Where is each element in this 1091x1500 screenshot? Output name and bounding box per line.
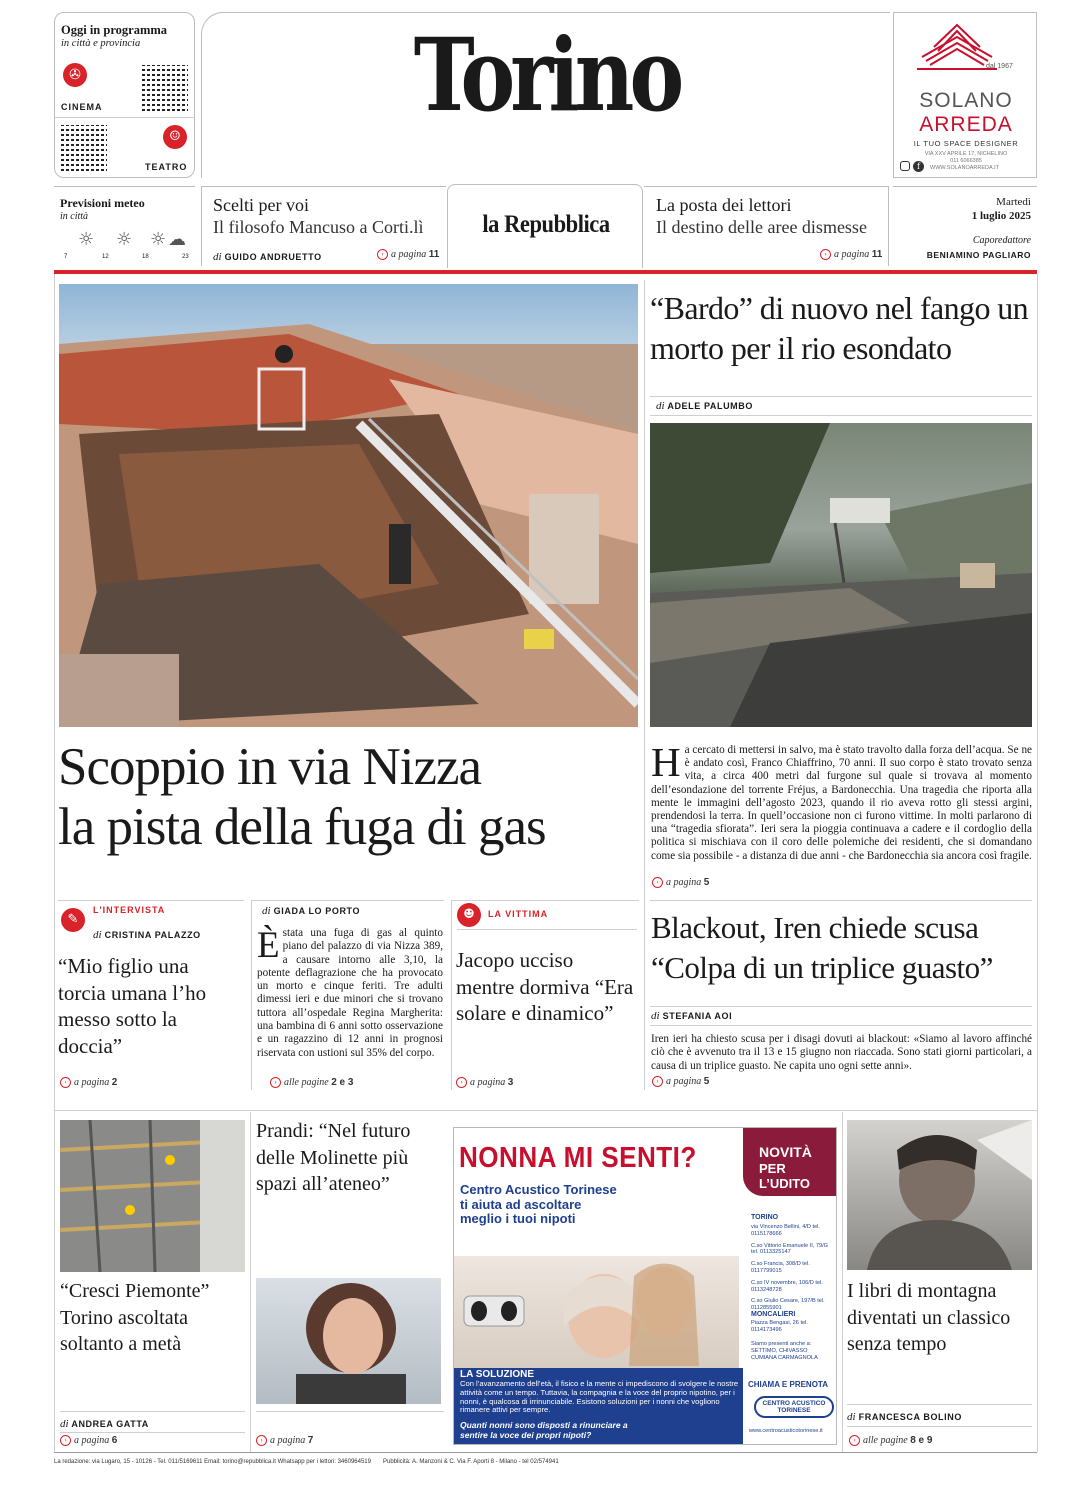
ad-badge-line2: PER L’UDITO bbox=[759, 1161, 811, 1191]
prandi-divider bbox=[256, 1411, 444, 1412]
blackout-divider bbox=[650, 900, 1032, 901]
ad-address: via Vincenzo Bellini, 4/D tel. 0115178666 bbox=[751, 1224, 820, 1237]
date-day: Martedì bbox=[996, 196, 1031, 208]
ad-badge-line1: NOVITÀ bbox=[759, 1144, 812, 1160]
bardo-text: a cercato di mettersi in salvo, ma è stato travolto dalla forza dell’acqua. Se ne è andato così, Franco Chiaffrino, 70 anni. Il suo corpo è stato trovato senza vita, a circa 400 metri dal furgone sul quale si trovava al momento dell’esondazione del torrente Fréjus, a Bardonecchia. Una tragedia che riporta alla mente le immagini dell’agosto 2023, quando il rio aveva rotto gli stessi argini, prendendosi la terra. In quell’occasione non ci furono vittime. In molti parlarono di una “tragedia sfiorata”. Ieri sera la pioggia continuava a cadere e il cordoglio della politica si mischiava con il coro delle polemiche dei residenti, che si domandano come sia possibile - a distanza di due anni - che Bardonecchia sia ancora così fragile. bbox=[651, 744, 1032, 862]
nizza-article[interactable] bbox=[251, 900, 444, 1090]
centro-acustico-ad[interactable] bbox=[453, 1127, 837, 1445]
blackout-text: Iren ieri ha chiesto scusa per i disagi dovuti ai blackout: «Siamo al lavoro affinché ciò che è avvenuto tra il 13 e 15 giugno non riaccada. Sono stati giorni particolari, a causa di un triplice guasto. Ne capita uno ogni sette anni». bbox=[651, 1033, 1032, 1072]
piemonte-byline: di ANDREA GATTA bbox=[60, 1418, 149, 1430]
libri-quote[interactable]: I libri di montagna diventati un classico senza tempo bbox=[847, 1280, 1011, 1355]
main-headline-line2: la pista della fuga di gas bbox=[58, 798, 546, 856]
sun-icon: ☼ bbox=[78, 229, 95, 250]
nizza-body bbox=[257, 927, 443, 1060]
intervista-block[interactable] bbox=[58, 900, 244, 1090]
instagram-icon[interactable] bbox=[900, 161, 910, 171]
scelti-kicker: Scelti per voi bbox=[213, 195, 309, 215]
flood-photo-art bbox=[650, 423, 1032, 727]
masthead-title: Torino bbox=[413, 16, 680, 134]
sun-icon: ☼ bbox=[116, 229, 133, 250]
ad-question: Quanti nonni sono disposti a rinunciare a sentire la voce dei propri nipoti? bbox=[460, 1420, 628, 1440]
intervista-label: L'INTERVISTA bbox=[93, 905, 166, 915]
ad-address: C.so IV novembre, 106/D tel. 0113248728 bbox=[751, 1279, 823, 1293]
ad-logo: CENTRO ACUSTICO TORINESE bbox=[754, 1396, 834, 1418]
ad-address: C.so Giulio Cesare, 197/B tel. 0112855901 bbox=[751, 1298, 825, 1312]
bottom-divider-1 bbox=[250, 1112, 251, 1452]
vittima-label: LA VITTIMA bbox=[488, 909, 549, 919]
ad-site[interactable]: www.centroacusticotorinese.it bbox=[749, 1428, 823, 1434]
solano-tagline: IL TUO SPACE DESIGNER bbox=[913, 139, 1019, 148]
prandi-quote[interactable]: Prandi: “Nel futuro delle Molinette più spazi all’ateneo” bbox=[256, 1120, 411, 1195]
solano-site[interactable]: WWW.SOLANOARREDA.IT bbox=[930, 165, 1000, 171]
nizza-page-link[interactable]: › alle pagine 2 e 3 bbox=[270, 1077, 353, 1088]
footer-pubblicita: Pubblicità: A. Manzoni & C. Via F. Aporti 8 - Milano - tel 02/574941 bbox=[383, 1459, 559, 1465]
cinema-label: CINEMA bbox=[61, 102, 103, 112]
ad-addresses bbox=[751, 1224, 836, 1317]
topbar bbox=[54, 184, 1037, 270]
libri-divider2 bbox=[847, 1426, 1032, 1427]
scelti-box[interactable] bbox=[201, 186, 446, 266]
ad-photo-art bbox=[454, 1256, 739, 1376]
blackout-divider2 bbox=[650, 1006, 1032, 1007]
oggi-subtitle: in città e provincia bbox=[61, 38, 141, 49]
topbar-red-rule bbox=[54, 270, 1037, 274]
piemonte-page-link[interactable]: › a pagina 6 bbox=[60, 1435, 117, 1446]
frame-left bbox=[54, 274, 55, 1452]
scelti-page-link[interactable]: › a pagina 11 bbox=[377, 249, 439, 260]
nizza-dropcap: È bbox=[257, 925, 280, 966]
meteo-hour: 12 bbox=[102, 254, 109, 260]
ad-soluzione-text: Con l’avanzamento dell’età, il fisico e la mente ci impediscono di svolgere le nostre attività come un tempo. Tuttavia, la compagnia e la voce del proprio nipotino, per i nonni, è qualcosa di irrinunciabile. Esistono soluzioni per i nonni che vogliono rimanere attivi per sempre. bbox=[460, 1379, 739, 1415]
bardo-dropcap: H bbox=[651, 739, 681, 785]
solano-since: dal 1967 bbox=[986, 63, 1013, 70]
ad-soluzione-title: LA SOLUZIONE bbox=[460, 1369, 535, 1380]
posta-box[interactable] bbox=[644, 186, 889, 266]
footer-rule bbox=[54, 1452, 1037, 1453]
frame-right bbox=[1037, 274, 1038, 1452]
meteo-subtitle: in città bbox=[60, 211, 89, 222]
vittima-quote: Jacopo ucciso mentre dormiva “Era solare e dinamico” bbox=[456, 948, 634, 1025]
cinema-icon: ✇ bbox=[63, 63, 87, 87]
oggi-divider bbox=[55, 117, 194, 118]
cloud-sun-icon: ☁ bbox=[168, 229, 186, 250]
vittima-page-link[interactable]: › a pagina 3 bbox=[456, 1077, 513, 1088]
bardo-byline: di ADELE PALUMBO bbox=[656, 400, 753, 412]
scelti-title: Il filosofo Mancuso a Corti.lì bbox=[213, 217, 424, 237]
cinema-qr-code[interactable] bbox=[142, 65, 188, 111]
intervista-page-link[interactable]: › a pagina 2 bbox=[60, 1077, 117, 1088]
meteo-title: Previsioni meteo bbox=[60, 196, 145, 210]
bottom-divider-3 bbox=[842, 1112, 843, 1452]
intervista-quote: “Mio figlio una torcia umana l’ho messo sotto la doccia” bbox=[58, 954, 207, 1058]
posta-kicker: La posta dei lettori bbox=[656, 195, 792, 215]
nizza-text: stata una fuga di gas al quinto piano del palazzo di via Nizza 389, a causare intorno alle 3,10, la potente deflagrazione che ha provocato un morto e cinque feriti. Tre adulti dimessi ieri e due minori che si trovano tuttora all’ospedale Regina Margherita: una bambina di 6 anni sotto osservazione e un ragazzino di 12 anni in prognosi riservata con ustioni sul 35% del corpo. bbox=[257, 927, 443, 1059]
oggi-in-programma-box bbox=[54, 12, 195, 178]
ad-soluzione bbox=[454, 1368, 743, 1445]
blackout-byline: di STEFANIA AOI bbox=[651, 1010, 733, 1022]
vittima-block[interactable] bbox=[451, 900, 639, 1090]
mountaineer-photo[interactable] bbox=[847, 1120, 1032, 1270]
nizza-byline: di GIADA LO PORTO bbox=[262, 905, 361, 917]
ad-sub: Centro Acustico Torinese ti aiuta ad ascoltare meglio i tuoi nipoti bbox=[460, 1182, 617, 1226]
ad-city2: MONCALIERI bbox=[751, 1311, 796, 1318]
date-name: BENIAMINO PAGLIARO bbox=[926, 250, 1031, 260]
ad-address: C.so Francia, 308/D tel. 0117799015 bbox=[751, 1261, 810, 1274]
solano-brand2: ARREDA bbox=[919, 113, 1013, 136]
flood-photo[interactable] bbox=[650, 423, 1032, 727]
ad-chiama: CHIAMA E PRENOTA bbox=[748, 1380, 828, 1389]
blackout-divider3 bbox=[650, 1025, 1032, 1026]
solano-phone: 011 6066385 bbox=[950, 158, 982, 164]
main-headline[interactable] bbox=[58, 737, 648, 857]
ad-title: NONNA MI SENTI? bbox=[459, 1142, 697, 1174]
construction-photo[interactable] bbox=[60, 1120, 245, 1272]
meteo-hour: 23 bbox=[182, 254, 189, 260]
posta-page-link[interactable]: › a pagina 11 bbox=[820, 249, 882, 260]
bardo-headline[interactable]: “Bardo” di nuovo nel fango un morto per il rio esondato bbox=[650, 290, 1029, 366]
masthead-title-box bbox=[201, 12, 890, 178]
date-value: 1 luglio 2025 bbox=[971, 210, 1031, 222]
piemonte-quote[interactable]: “Cresci Piemonte” Torino ascoltata soltanto a metà bbox=[60, 1280, 210, 1355]
teatro-icon: ☺ bbox=[163, 125, 187, 149]
facebook-icon[interactable]: f bbox=[913, 161, 924, 172]
intervista-byline: di CRISTINA PALAZZO bbox=[93, 929, 201, 941]
footer-redazione: La redazione: via Lugaro, 15 - 10126 - Tel. 011/5169611 Email: torino@repubblica.it Whatsapp per i lettori: 3460964519 bbox=[54, 1459, 371, 1465]
bardo-page-link[interactable]: › a pagina 5 bbox=[652, 877, 709, 888]
mountaineer-photo-art bbox=[847, 1120, 1032, 1270]
ad-address: C.so Vittorio Emanuele II, 79/G tel. 0113325147 bbox=[751, 1242, 829, 1256]
bardo-divider bbox=[650, 396, 1032, 397]
ad-city1: TORINO bbox=[751, 1214, 779, 1221]
prandi-page-link[interactable]: › a pagina 7 bbox=[256, 1435, 313, 1446]
libri-byline: di FRANCESCA BOLINO bbox=[847, 1411, 962, 1423]
explosion-photo-art bbox=[59, 284, 638, 727]
piemonte-divider2 bbox=[60, 1432, 245, 1433]
solano-arreda-ad[interactable] bbox=[893, 12, 1037, 178]
blackout-page-link[interactable]: › a pagina 5 bbox=[652, 1076, 709, 1087]
solano-address: VIA XXV APRILE 17, NICHELINO bbox=[924, 151, 1008, 157]
teatro-qr-code[interactable] bbox=[61, 125, 107, 171]
libri-divider bbox=[847, 1404, 1032, 1405]
ad-presenti: Siamo presenti anche a: SETTIMO, CHIVASSO CUMIANA CARMAGNOLA bbox=[751, 1341, 818, 1361]
meteo-icons bbox=[62, 225, 192, 259]
construction-photo-art bbox=[60, 1120, 245, 1272]
repubblica-box bbox=[447, 184, 643, 268]
meteo-hour: 7 bbox=[64, 254, 68, 260]
microphone-icon: ✎ bbox=[61, 908, 85, 932]
main-column-divider bbox=[644, 280, 645, 1090]
ad-moncalieri: Piazza Bengasi, 26 tel. 0114173496 bbox=[751, 1320, 808, 1333]
teatro-label: TEATRO bbox=[145, 162, 188, 172]
meteo-hour: 18 bbox=[142, 254, 149, 260]
date-role: Caporedattore bbox=[972, 235, 1031, 246]
explosion-photo[interactable] bbox=[59, 284, 638, 727]
meteo-box bbox=[54, 186, 195, 268]
prandi-photo-art bbox=[256, 1278, 441, 1404]
ad-photo bbox=[454, 1256, 739, 1376]
scelti-byline: di GUIDO ANDRUETTO bbox=[213, 251, 322, 263]
main-headline-line1: Scoppio in via Nizza bbox=[58, 738, 482, 796]
person-icon: ☻ bbox=[457, 903, 481, 927]
vittima-divider bbox=[457, 929, 637, 930]
bottom-section-top bbox=[54, 1110, 1037, 1111]
sun-icon: ☼ bbox=[150, 229, 167, 250]
ad-badge bbox=[743, 1128, 837, 1196]
oggi-title: Oggi in programma bbox=[61, 23, 168, 37]
blackout-headline[interactable]: Blackout, Iren chiede scusa “Colpa di un triplice guasto” bbox=[651, 910, 993, 985]
solano-brand1: SOLANO bbox=[919, 89, 1013, 112]
bardo-body bbox=[651, 739, 1032, 863]
piemonte-divider bbox=[60, 1411, 245, 1412]
libri-page-link[interactable]: › alle pagine 8 e 9 bbox=[849, 1435, 932, 1446]
bardo-divider2 bbox=[650, 415, 1032, 416]
prandi-photo[interactable] bbox=[256, 1278, 441, 1404]
posta-title: Il destino delle aree dismesse bbox=[656, 217, 867, 237]
date-box bbox=[893, 186, 1037, 266]
repubblica-logo: la Repubblica bbox=[482, 211, 610, 238]
